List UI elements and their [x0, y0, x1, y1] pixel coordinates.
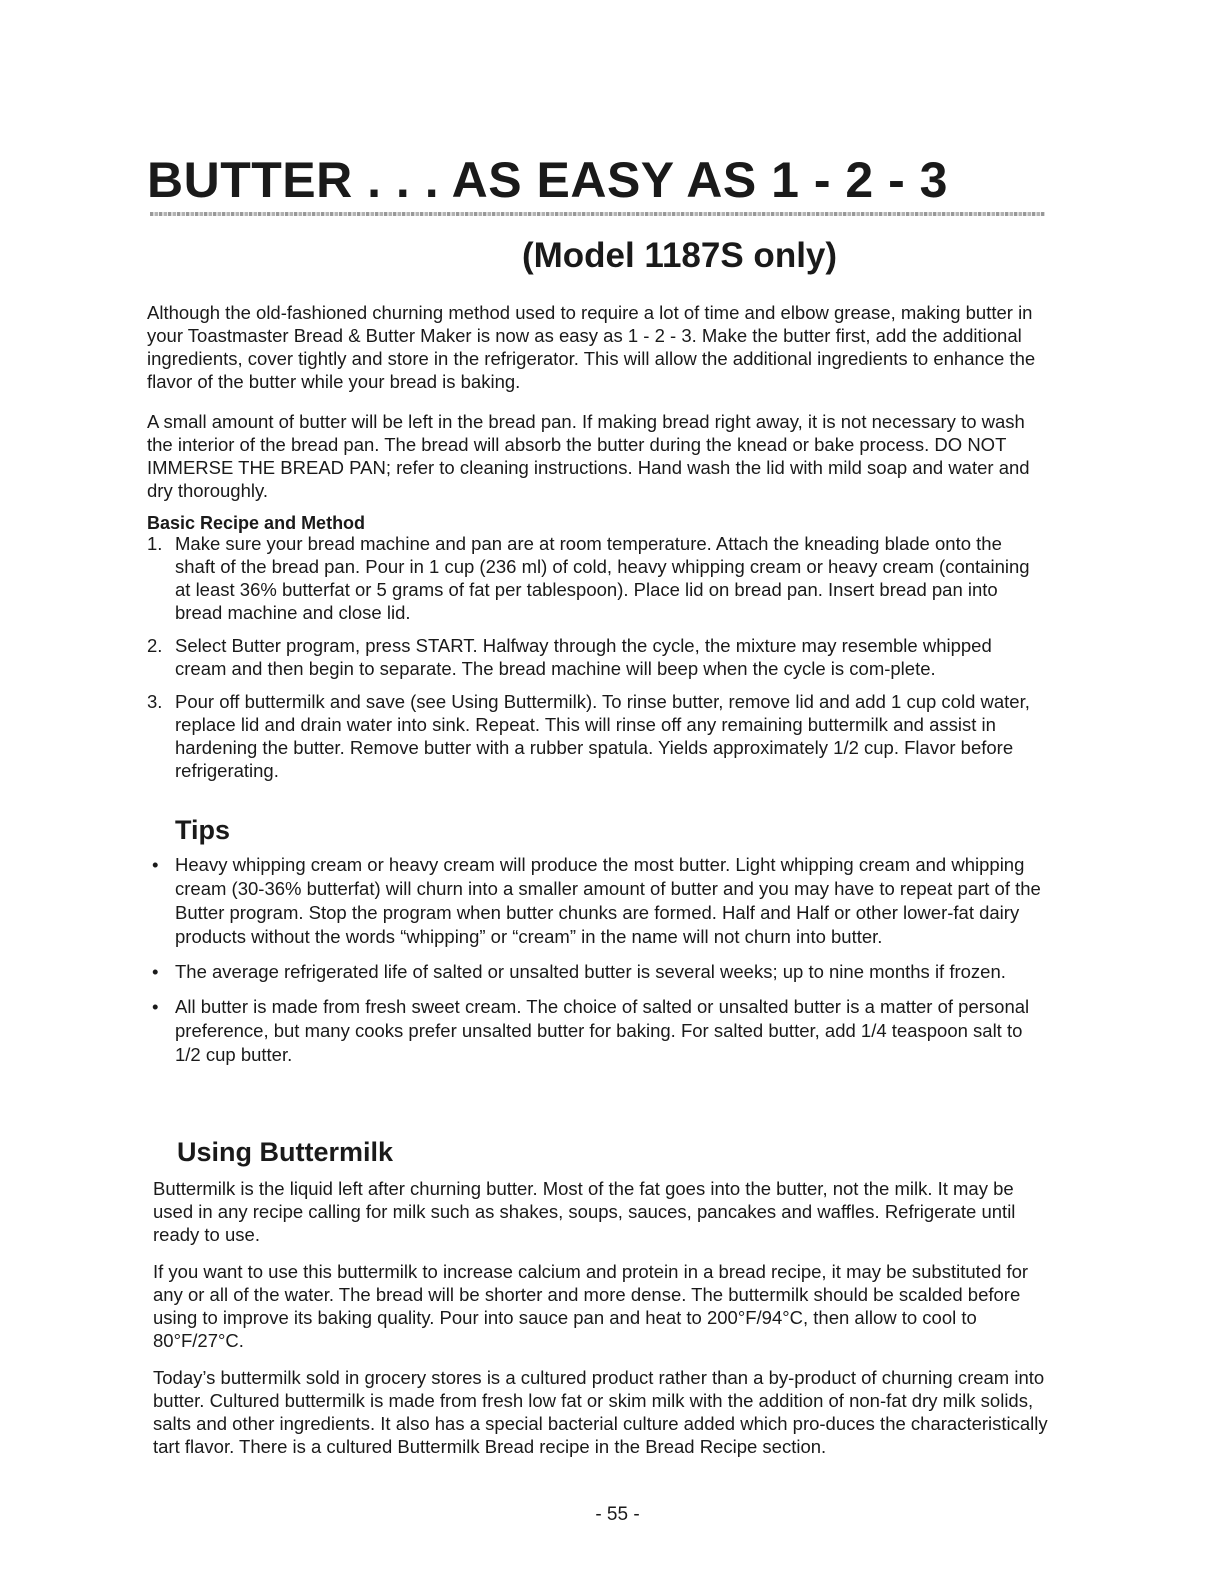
tips-list [147, 853, 1047, 1078]
recipe-step [147, 634, 1047, 680]
page-number: - 55 - [595, 1504, 640, 1525]
step-number: 3. [147, 691, 163, 712]
intro-paragraph-1: Although the old-fashioned churning method used to require a lot of time and elbow grease, making butter in your Toastmaster Bread & Butter Maker is now as easy as 1 - 2 - 3. Make the butter first, add the additional ingredients, cover tightly and store in the refrigerator. This will allow the additional ingredients to enhance the flavor of the butter while your bread is baking. [147, 302, 1036, 392]
recipe-heading: Basic Recipe and Method [147, 513, 366, 533]
recipe-step [147, 690, 1047, 782]
step-number: 2. [147, 635, 163, 656]
title-rule [150, 212, 1045, 216]
buttermilk-heading: Using Buttermilk [177, 1137, 394, 1167]
step-text: Select Butter program, press START. Halfway through the cycle, the mixture may resemble whipped cream and then begin to separate. The bread machine will beep when the cycle is com-plete. [175, 635, 992, 679]
tip-text: All butter is made from fresh sweet cream. The choice of salted or unsalted butter is a matter of personal preference, but many cooks prefer unsalted butter for baking. For salted butter, add 1/4 teaspoon salt to 1/2 cup butter. [175, 996, 1030, 1065]
bullet-icon: • [152, 961, 159, 982]
tip-item [147, 995, 1047, 1067]
page-subtitle: (Model 1187S only) [521, 236, 838, 275]
tip-item [147, 960, 1047, 984]
step-number: 1. [147, 533, 163, 554]
recipe-steps [147, 532, 1047, 792]
buttermilk-paragraph-2: If you want to use this buttermilk to increase calcium and protein in a bread recipe, it may be substituted for any or all of the water. The bread will be shorter and more dense. The buttermilk should be scalded before using to improve its baking quality. Pour into sauce pan and heat to 200°F/94°C, then allow to cool to 80°F/27°C. [153, 1261, 1029, 1351]
tip-item [147, 853, 1047, 949]
bullet-icon: • [152, 996, 159, 1017]
tips-heading: Tips [175, 815, 231, 845]
step-text: Make sure your bread machine and pan are at room temperature. Attach the kneading blade onto the shaft of the bread pan. Pour in 1 cup (236 ml) of cold, heavy whipping cream or heavy cream (containing at least 36% butterfat or 5 grams of fat per tablespoon). Place lid on bread pan. Insert bread pan into bread machine and close lid. [175, 533, 1030, 623]
intro-paragraph-2: A small amount of butter will be left in the bread pan. If making bread right away, it is not necessary to wash the interior of the bread pan. The bread will absorb the butter during the knead or bake process. DO NOT IMMERSE THE BREAD PAN; refer to cleaning instructions. Hand wash the lid with mild soap and water and dry thoroughly. [147, 411, 1030, 501]
step-text: Pour off buttermilk and save (see Using Buttermilk). To rinse butter, remove lid and add 1 cup cold water, replace lid and drain water into sink. Repeat. This will rinse off any remaining buttermilk and assist in hardening the butter. Remove butter with a rubber spatula. Yields approximately 1/2 cup. Flavor before refrigerating. [175, 691, 1030, 781]
buttermilk-paragraph-1: Buttermilk is the liquid left after churning butter. Most of the fat goes into the butter, not the milk. It may be used in any recipe calling for milk such as shakes, soups, sauces, pancakes and waffles. Refrigerate until ready to use. [153, 1178, 1016, 1245]
page-title: BUTTER . . . AS EASY AS 1 - 2 - 3 [147, 152, 948, 208]
recipe-step [147, 532, 1047, 624]
bullet-icon: • [152, 854, 159, 875]
tip-text: Heavy whipping cream or heavy cream will produce the most butter. Light whipping cream and whipping cream (30-36% butterfat) will churn into a smaller amount of butter and you may have to repeat part of the Butter program. Stop the program when butter chunks are formed. Half and Half or other lower-fat dairy products without the words “whipping” or “cream” in the name will not churn into butter. [175, 854, 1041, 947]
buttermilk-paragraph-3: Today’s buttermilk sold in grocery stores is a cultured product rather than a by-product of churning cream into butter. Cultured buttermilk is made from fresh low fat or skim milk with the addition of non-fat dry milk solids, salts and other ingredients. It also has a special bacterial culture added which pro-duces the characteristically tart flavor. There is a cultured Buttermilk Bread recipe in the Bread Recipe section. [153, 1367, 1048, 1457]
tip-text: The average refrigerated life of salted or unsalted butter is several weeks; up to nine months if frozen. [175, 961, 1006, 982]
